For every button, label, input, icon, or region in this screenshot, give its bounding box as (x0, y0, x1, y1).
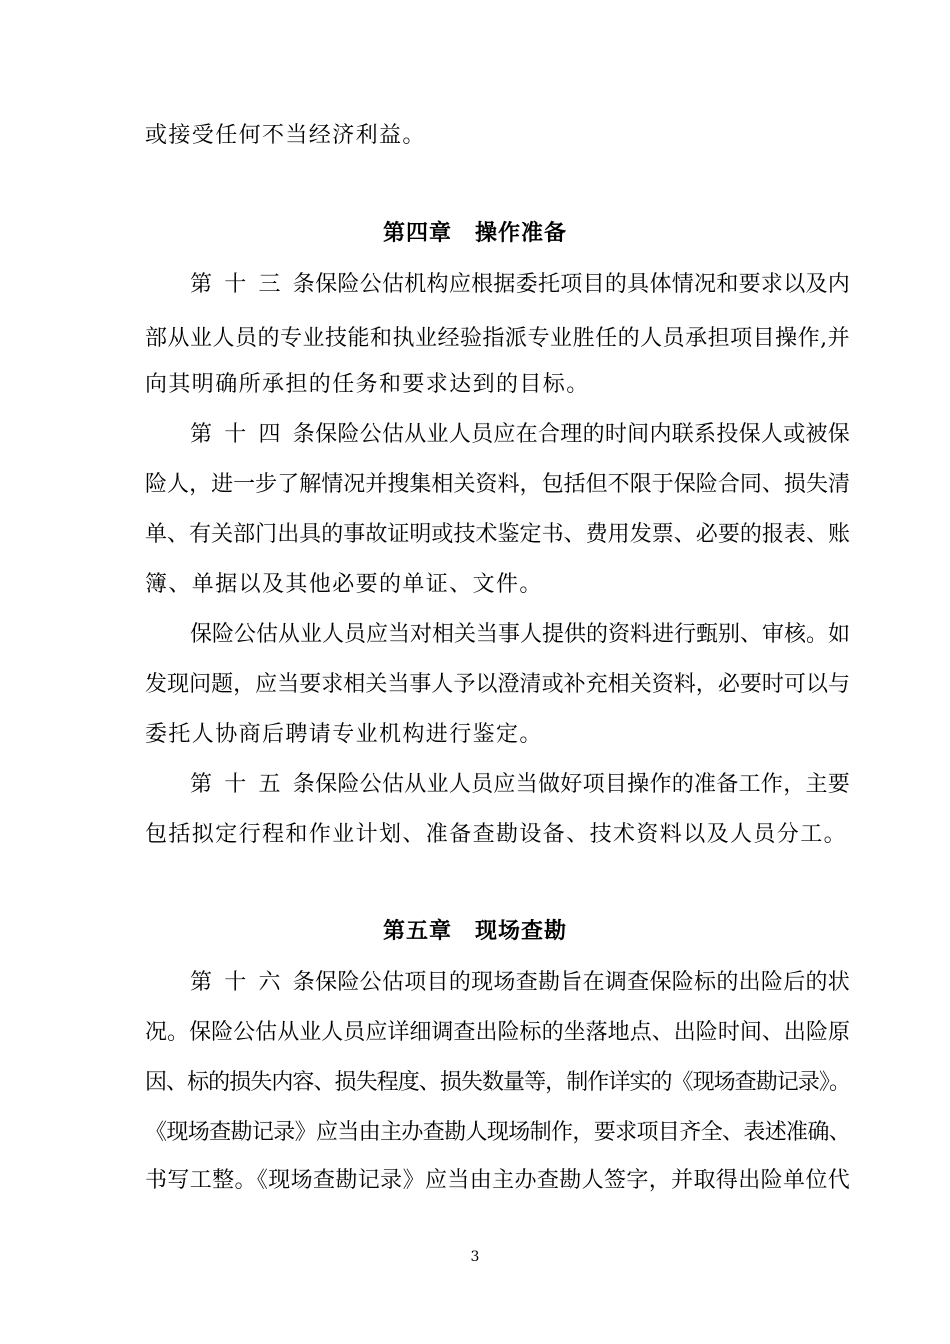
text-line: 包括拟定行程和作业计划、准备查勘设备、技术资料以及人员分工。 (145, 822, 848, 847)
article-16-line-1 (190, 968, 850, 998)
article-16-line-3 (145, 1068, 850, 1098)
text-line: 保险公估机构应根据委托项目的具体情况和要求以及内 (315, 272, 850, 297)
article-16-line-2 (145, 1018, 850, 1048)
article-16-line-5 (145, 1166, 850, 1196)
text-line: 保险公估从业人员应在合理的时间内联系投保人或被保 (315, 422, 850, 447)
chapter-heading-5: 第五章 现场查勘 (382, 919, 567, 944)
article-label: 第十三条 (190, 272, 315, 297)
text-line: 委托人协商后聘请专业机构进行鉴定。 (145, 722, 543, 747)
article-13-line-3 (145, 370, 850, 400)
article-14-line-3 (145, 520, 850, 550)
page-number: 3 (470, 1249, 480, 1265)
article-14-para-2-line-2 (145, 670, 850, 700)
article-14-line-2 (145, 470, 850, 500)
text-line: 或接受任何不当经济利益。 (145, 123, 426, 148)
article-label: 第十六条 (190, 970, 315, 995)
text-line: 况。保险公估从业人员应详细调查出险标的坐落地点、出险时间、出险原 (145, 1020, 850, 1045)
text-line: 《现场查勘记录》应当由主办查勘人现场制作，要求项目齐全、表述准确、 (145, 1120, 850, 1145)
text-line: 发现问题，应当要求相关当事人予以澄清或补充相关资料，必要时可以与 (145, 672, 850, 697)
article-14-para-2-line-3 (145, 720, 850, 750)
text-line: 书写工整。《现场查勘记录》应当由主办查勘人签字，并取得出险单位代 (145, 1168, 850, 1193)
article-15-line-2 (145, 820, 850, 850)
text-line: 向其明确所承担的任务和要求达到的目标。 (145, 372, 590, 397)
article-14-line-1 (190, 420, 850, 450)
text-line: 簿、单据以及其他必要的单证、文件。 (145, 572, 543, 597)
article-15-line-1 (190, 770, 850, 800)
text-line: 保险公估项目的现场查勘旨在调查保险标的出险后的状 (315, 970, 850, 995)
chapter-heading-4: 第四章 操作准备 (382, 221, 567, 246)
article-label: 第十五条 (190, 772, 315, 797)
paragraph-continuation (145, 121, 850, 151)
text-line: 因、标的损失内容、损失程度、损失数量等，制作详实的《现场查勘记录》。 (145, 1070, 850, 1095)
article-14-line-4 (145, 570, 850, 600)
article-13-line-2 (145, 324, 850, 354)
text-line: 险人，进一步了解情况并搜集相关资料，包括但不限于保险合同、损失清 (145, 472, 850, 497)
article-label: 第十四条 (190, 422, 315, 447)
article-13-line-1 (190, 270, 850, 300)
article-16-line-4 (145, 1118, 850, 1148)
text-line: 单、有关部门出具的事故证明或技术鉴定书、费用发票、必要的报表、账 (145, 522, 850, 547)
text-line: 保险公估从业人员应当做好项目操作的准备工作，主要 (315, 772, 850, 797)
text-line: 部从业人员的专业技能和执业经验指派专业胜任的人员承担项目操作,并 (145, 326, 850, 351)
article-14-para-2-line-1 (190, 620, 850, 650)
text-line: 保险公估从业人员应当对相关当事人提供的资料进行甄别、审核。如 (190, 622, 851, 647)
